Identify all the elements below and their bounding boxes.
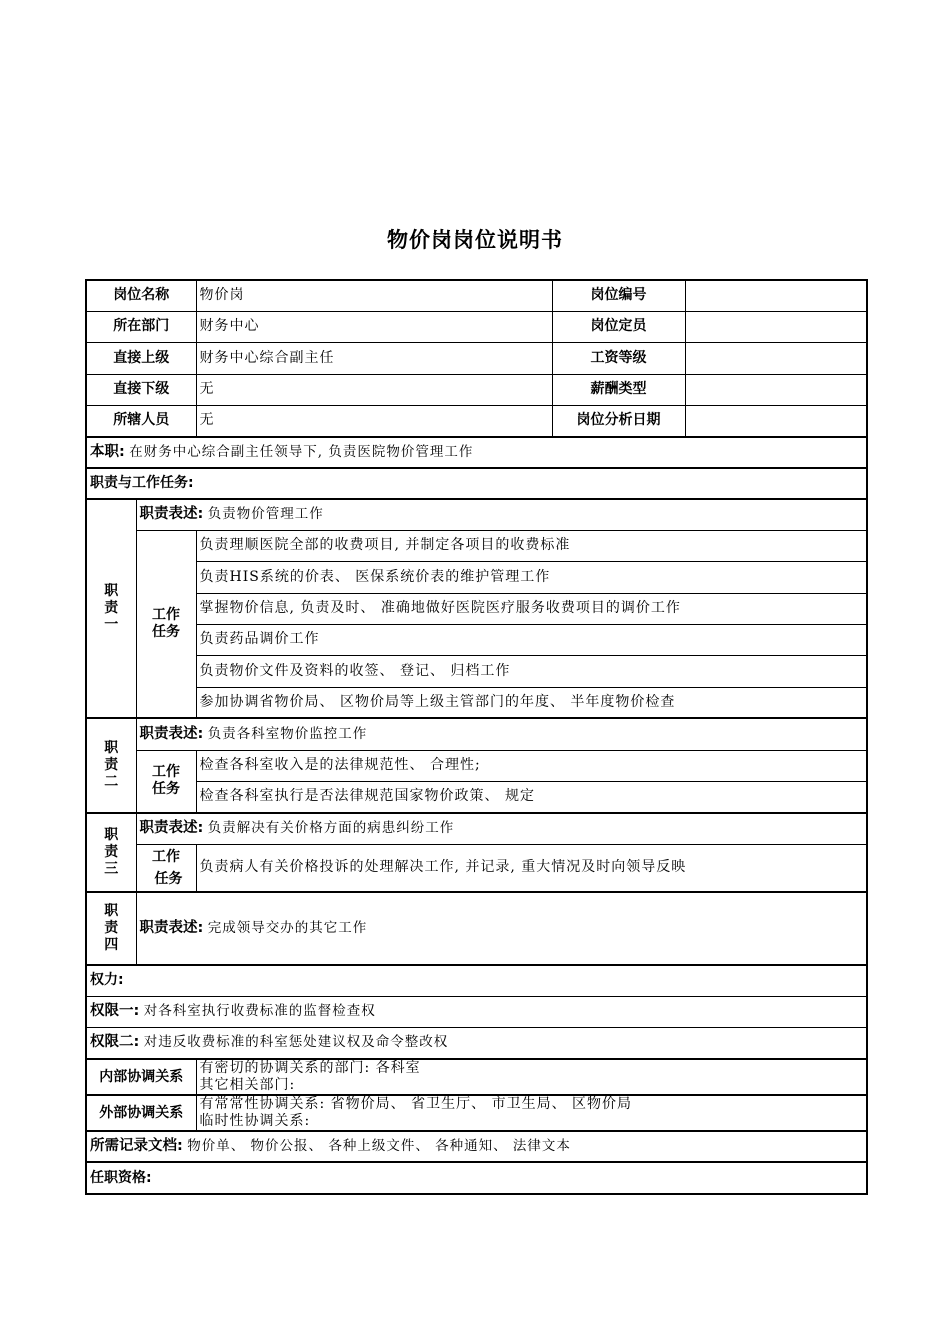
resp1-task: 负责HIS系统的价表、 医保系统价表的维护管理工作 <box>196 561 867 593</box>
analysis-date-label: 岗位分析日期 <box>552 405 685 437</box>
direct-superior-value: 财务中心综合副主任 <box>196 342 552 374</box>
department-label: 所在部门 <box>86 311 196 342</box>
resp1-task: 参加协调省物价局、 区物价局等上级主管部门的年度、 半年度物价检查 <box>196 687 867 718</box>
internal-line1: 有密切的协调关系的部门: 各科室 <box>199 1060 421 1076</box>
records-label: 所需记录文档: <box>90 1138 183 1154</box>
resp3-statement: 负责解决有关价格方面的病患纠纷工作 <box>207 820 455 837</box>
pay-type-value <box>685 374 867 405</box>
pay-type-label: 薪酬类型 <box>552 374 685 405</box>
resp1-tasks-label: 工作 任务 <box>136 530 196 718</box>
resp1-task: 负责药品调价工作 <box>196 624 867 655</box>
qualification-heading: 任职资格: <box>86 1162 867 1194</box>
resp2-task: 检查各科室执行是否法律规范国家物价政策、 规定 <box>196 781 867 813</box>
resp2-statement: 负责各科室物价监控工作 <box>207 725 368 742</box>
records-row <box>86 1131 867 1162</box>
external-line2: 临时性协调关系: <box>199 1113 311 1129</box>
resp1-name: 职 责 一 <box>86 499 136 718</box>
direct-subordinate-value: 无 <box>196 374 552 405</box>
internal-line2: 其它相关部门: <box>199 1077 296 1093</box>
duty-row <box>86 437 867 468</box>
resp1-task: 负责理顺医院全部的收费项目, 并制定各项目的收费标准 <box>196 530 867 561</box>
position-name-label: 岗位名称 <box>86 280 196 311</box>
authority1-row <box>86 996 867 1027</box>
external-coordination-value <box>196 1095 867 1131</box>
resp4-name: 职 责 四 <box>86 892 136 965</box>
resp3-name: 职 责 三 <box>86 813 136 892</box>
resp3-statement-label: 职责表述: <box>139 820 204 837</box>
resp2-tasks-label: 工作 任务 <box>136 750 196 813</box>
resp2-name: 职 责 二 <box>86 718 136 813</box>
position-name-value: 物价岗 <box>196 280 552 311</box>
resp1-task: 掌握物价信息, 负责及时、 准确地做好医院医疗服务收费项目的调价工作 <box>196 593 867 624</box>
authority2-value: 对违反收费标准的科室惩处建议权及命令整改权 <box>143 1034 449 1051</box>
position-code-value <box>685 280 867 311</box>
responsibilities-heading: 职责与工作任务: <box>86 468 867 499</box>
resp4-statement: 完成领导交办的其它工作 <box>207 920 368 936</box>
external-coordination-label: 外部协调关系 <box>86 1095 196 1131</box>
staff-quota-value <box>685 311 867 342</box>
resp1-task: 负责物价文件及资料的收签、 登记、 归档工作 <box>196 655 867 687</box>
external-line1: 有常常性协调关系: 省物价局、 省卫生厅、 市卫生局、 区物价局 <box>199 1096 633 1112</box>
resp2-task: 检查各科室收入是的法律规范性、 合理性; <box>196 750 867 781</box>
resp1-statement-label: 职责表述: <box>139 506 204 523</box>
authority1-label: 权限一: <box>90 1003 140 1019</box>
page-title: 物价岗岗位说明书 <box>387 228 563 252</box>
managed-staff-value: 无 <box>196 405 552 437</box>
position-code-label: 岗位编号 <box>552 280 685 311</box>
internal-coordination-label: 内部协调关系 <box>86 1059 196 1095</box>
resp4-statement-label: 职责表述: <box>139 920 204 936</box>
duty-value: 在财务中心综合副主任领导下, 负责医院物价管理工作 <box>129 444 474 460</box>
internal-coordination-value <box>196 1059 867 1095</box>
authority-heading: 权力: <box>86 965 867 996</box>
authority2-label: 权限二: <box>90 1034 140 1051</box>
authority2-row <box>86 1027 867 1059</box>
resp2-statement-label: 职责表述: <box>139 725 204 742</box>
direct-superior-label: 直接上级 <box>86 342 196 374</box>
resp2-statement-row <box>136 718 867 750</box>
records-value: 物价单、 物价公报、 各种上级文件、 各种通知、 法律文本 <box>187 1138 571 1154</box>
staff-quota-label: 岗位定员 <box>552 311 685 342</box>
authority1-value: 对各科室执行收费标准的监督检查权 <box>143 1003 376 1019</box>
job-description-table <box>85 279 868 1195</box>
resp1-statement: 负责物价管理工作 <box>207 506 324 523</box>
resp3-task: 负责病人有关价格投诉的处理解决工作, 并记录, 重大情况及时向领导反映 <box>196 844 867 892</box>
resp3-statement-row <box>136 813 867 844</box>
direct-subordinate-label: 直接下级 <box>86 374 196 405</box>
analysis-date-value <box>685 405 867 437</box>
managed-staff-label: 所辖人员 <box>86 405 196 437</box>
department-value: 财务中心 <box>196 311 552 342</box>
salary-grade-value <box>685 342 867 374</box>
resp4-statement-row <box>136 892 867 965</box>
salary-grade-label: 工资等级 <box>552 342 685 374</box>
duty-label: 本职: <box>90 444 125 460</box>
resp1-statement-row <box>136 499 867 530</box>
resp3-tasks-label: 工作 任务 <box>136 844 196 892</box>
